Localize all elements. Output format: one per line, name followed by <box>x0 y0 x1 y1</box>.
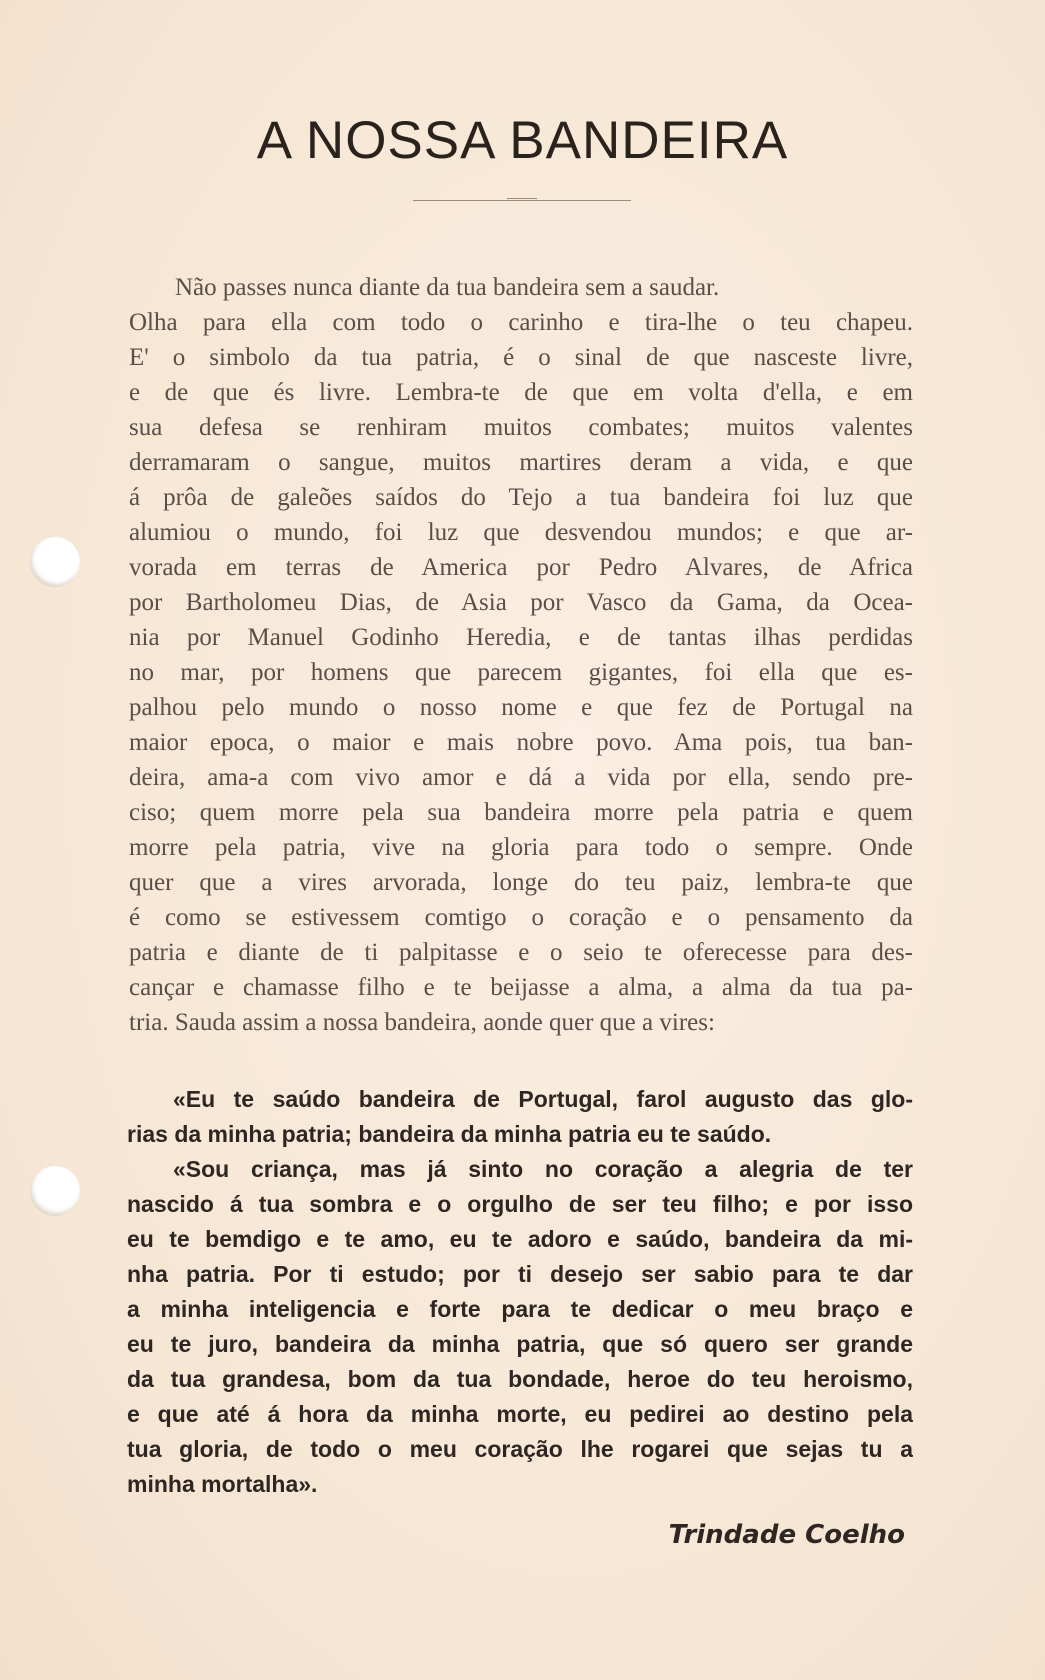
text-line: alumiou o mundo, foi luz que desvendou mundos; e que ar- <box>129 519 913 546</box>
text-line: patria e diante de ti palpitasse e o seio te oferecesse para des- <box>129 939 913 966</box>
oath-line: a minha inteligencia e forte para te dedicar o meu braço e <box>127 1296 913 1322</box>
main-text <box>129 270 913 1040</box>
text-line: vorada em terras de America por Pedro Alvares, de Africa <box>129 554 913 581</box>
text-line: maior epoca, o maior e mais nobre povo. Ama pois, tua ban- <box>129 729 913 756</box>
oath-line: rias da minha patria; bandeira da minha patria eu te saúdo. <box>127 1121 772 1147</box>
text-line: tria. Sauda assim a nossa bandeira, aonde quer que a vires: <box>129 1009 715 1036</box>
text-line: derramaram o sangue, muitos martires deram a vida, e que <box>129 449 913 476</box>
text-line: por Bartholomeu Dias, de Asia por Vasco da Gama, da Ocea- <box>129 589 913 616</box>
text-line: E' o simbolo da tua patria, é o sinal de que nasceste livre, <box>129 344 913 371</box>
oath-line: da tua grandesa, bom da tua bondade, heroe do teu heroismo, <box>127 1366 913 1392</box>
text-line: Não passes nunca diante da tua bandeira sem a saudar. <box>175 274 720 301</box>
author-signature: Trindade Coelho <box>668 1520 905 1550</box>
text-line: deira, ama-a com vivo amor e dá a vida por ella, sendo pre- <box>129 764 913 791</box>
oath-line: «Eu te saúdo bandeira de Portugal, farol augusto das glo- <box>173 1086 913 1112</box>
page-title: A NOSSA BANDEIRA <box>256 111 789 170</box>
oath-line: tua gloria, de todo o meu coração lhe rogarei que sejas tu a <box>127 1436 913 1462</box>
flag-oath <box>127 1082 913 1502</box>
oath-line: «Sou criança, mas já sinto no coração a alegria de ter <box>173 1156 913 1182</box>
text-line: cançar e chamasse filho e te beijasse a alma, a alma da tua pa- <box>129 974 913 1001</box>
text-line: á prôa de galeões saídos do Tejo a tua bandeira foi luz que <box>129 484 913 511</box>
text-line: no mar, por homens que parecem gigantes, foi ella que es- <box>129 659 913 686</box>
text-line: Olha para ella com todo o carinho e tira-lhe o teu chapeu. <box>129 309 913 336</box>
oath-line: eu te bemdigo e te amo, eu te adoro e saúdo, bandeira da mi- <box>127 1226 913 1252</box>
text-line: nia por Manuel Godinho Heredia, e de tantas ilhas perdidas <box>129 624 913 651</box>
punch-hole <box>30 537 80 587</box>
title-divider-accent <box>507 198 537 199</box>
punch-hole <box>30 1166 80 1216</box>
text-line: palhou pelo mundo o nosso nome e que fez de Portugal na <box>129 694 913 721</box>
oath-line: eu te juro, bandeira da minha patria, que só quero ser grande <box>127 1331 913 1357</box>
title-divider <box>413 200 631 201</box>
oath-line: minha mortalha». <box>127 1471 318 1497</box>
text-line: é como se estivessem comtigo o coração e o pensamento da <box>129 904 913 931</box>
text-line: sua defesa se renhiram muitos combates; muitos valentes <box>129 414 913 441</box>
text-line: ciso; quem morre pela sua bandeira morre pela patria e quem <box>129 799 913 826</box>
oath-line: e que até á hora da minha morte, eu pedirei ao destino pela <box>127 1401 913 1427</box>
text-line: quer que a vires arvorada, longe do teu paiz, lembra-te que <box>129 869 913 896</box>
text-line: e de que és livre. Lembra-te de que em volta d'ella, e em <box>129 379 913 406</box>
text-line: morre pela patria, vive na gloria para todo o sempre. Onde <box>129 834 913 861</box>
oath-line: nascido á tua sombra e o orgulho de ser teu filho; e por isso <box>127 1191 913 1217</box>
oath-line: nha patria. Por ti estudo; por ti desejo ser sabio para te dar <box>127 1261 913 1287</box>
